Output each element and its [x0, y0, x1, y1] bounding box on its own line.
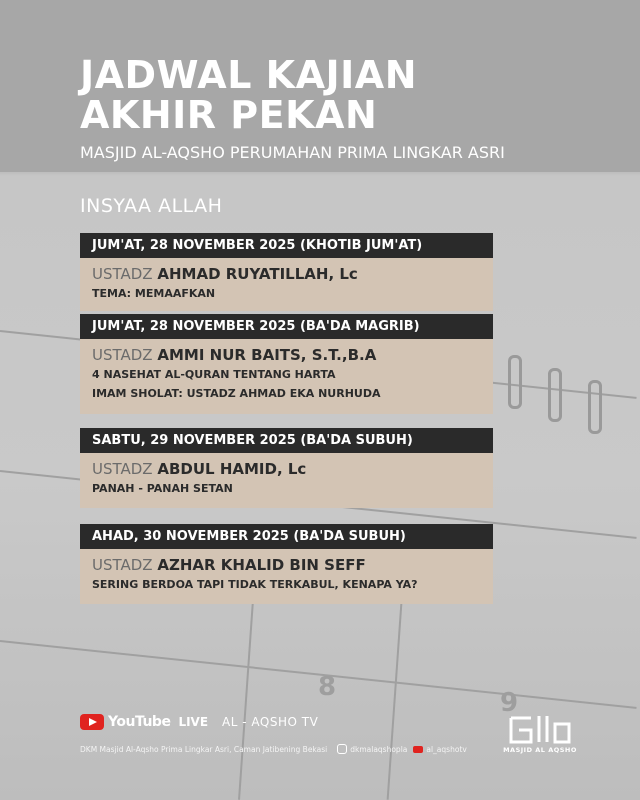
schedule-card	[80, 258, 493, 311]
live-label: LIVE	[178, 715, 209, 729]
speaker-title: USTADZ	[92, 265, 153, 283]
speaker-line	[92, 459, 481, 479]
speaker-line	[92, 264, 481, 284]
speaker-name: AZHAR KHALID BIN SEFF	[157, 556, 366, 574]
intro-text: INSYAA ALLAH	[80, 195, 223, 217]
topic-line: SERING BERDOA TAPI TIDAK TERKABUL, KENAPA YA?	[92, 578, 418, 591]
schedule-block	[80, 524, 493, 604]
schedule-card	[80, 453, 493, 508]
calendar-ring	[508, 355, 522, 409]
speaker-line	[92, 345, 481, 365]
calendar-number: 9	[500, 688, 519, 718]
channel-name: AL - AQSHO TV	[222, 715, 319, 729]
calendar-ring	[548, 368, 562, 422]
calendar-ring	[588, 380, 602, 434]
title-line-1: JADWAL KAJIAN	[80, 53, 417, 97]
address-text: DKM Masjid Al-Aqsho Prima Lingkar Asri, Caman Jatibening Bekasi	[80, 744, 328, 754]
topic-line: PANAH - PANAH SETAN	[92, 482, 233, 495]
calendar-number: 8	[318, 672, 337, 702]
speaker-line	[92, 555, 481, 575]
page-title	[80, 55, 417, 135]
youtube-small-icon	[413, 746, 423, 753]
contact-row	[80, 744, 467, 754]
schedule-block	[80, 428, 493, 508]
speaker-title: USTADZ	[92, 556, 153, 574]
schedule-date: AHAD, 30 NOVEMBER 2025 (BA'DA SUBUH)	[80, 524, 493, 549]
speaker-title: USTADZ	[92, 346, 153, 364]
youtube-icon	[80, 714, 104, 730]
youtube-wordmark: YouTube	[108, 714, 171, 730]
speaker-title: USTADZ	[92, 460, 153, 478]
instagram-handle: dkmalaqshopla	[350, 744, 408, 754]
schedule-date: SABTU, 29 NOVEMBER 2025 (BA'DA SUBUH)	[80, 428, 493, 453]
schedule-block	[80, 314, 493, 414]
speaker-name: AHMAD RUYATILLAH, Lc	[157, 265, 358, 283]
youtube-handle: al_aqshotv	[426, 744, 467, 754]
imam-line: IMAM SHOLAT: USTADZ AHMAD EKA NURHUDA	[92, 387, 381, 400]
instagram-icon	[337, 744, 347, 754]
speaker-name: AMMI NUR BAITS, S.T.,B.A	[157, 346, 377, 364]
mosque-subtitle: MASJID AL-AQSHO PERUMAHAN PRIMA LINGKAR ASRI	[80, 143, 505, 162]
schedule-date: JUM'AT, 28 NOVEMBER 2025 (BA'DA MAGRIB)	[80, 314, 493, 339]
youtube-live-row	[80, 712, 318, 732]
schedule-date: JUM'AT, 28 NOVEMBER 2025 (KHOTIB JUM'AT)	[80, 233, 493, 258]
schedule-block	[80, 233, 493, 311]
speaker-name: ABDUL HAMID, Lc	[157, 460, 307, 478]
topic-line: TEMA: MEMAAFKAN	[92, 287, 216, 300]
schedule-card	[80, 549, 493, 604]
schedule-card	[80, 339, 493, 414]
title-line-2: AKHIR PEKAN	[80, 93, 378, 137]
logo-caption: MASJID AL AQSHO	[503, 746, 577, 754]
topic-line: 4 NASEHAT AL-QURAN TENTANG HARTA	[92, 368, 336, 381]
